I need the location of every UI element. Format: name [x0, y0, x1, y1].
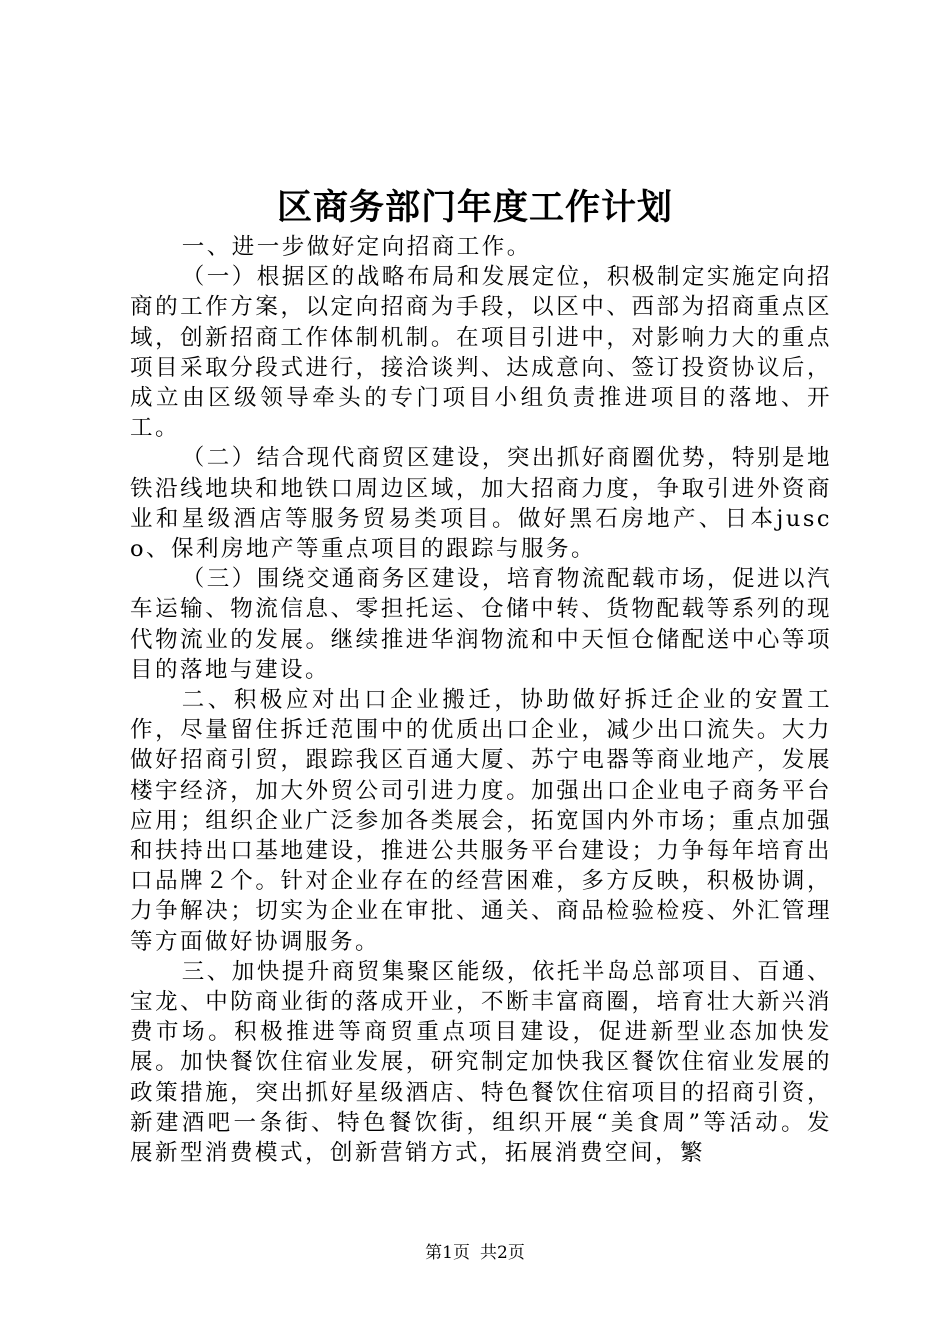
paragraph-item-3: （三）围绕交通商务区建设，培育物流配载市场，促进以汽车运输、物流信息、零担托运、仓储中转、货物配载等系列的现代物流业的发展。继续推进华润物流和中天恒仓储配送中心等项目的落地与建设。 [130, 566, 832, 683]
document-body [130, 232, 832, 1168]
paragraph-item-1: （一）根据区的战略布局和发展定位，积极制定实施定向招商的工作方案，以定向招商为手段，以区中、西部为招商重点区域，创新招商工作体制机制。在项目引进中，对影响力大的重点项目采取分段式进行，接洽谈判、达成意向、签订投资协议后，成立由区级领导牵头的专门项目小组负责推进项目的落地、开工。 [130, 264, 832, 442]
paragraph-section-2: 二、积极应对出口企业搬迁，协助做好拆迁企业的安置工作，尽量留住拆迁范围中的优质出口企业，减少出口流失。大力做好招商引贸，跟踪我区百通大厦、苏宁电器等商业地产，发展楼宇经济，加大外贸公司引进力度。加强出口企业电子商务平台应用；组织企业广泛参加各类展会，拓宽国内外市场；重点加强和扶持出口基地建设，推进公共服务平台建设；力争每年培育出口品牌２个。针对企业存在的经营困难，多方反映，积极协调，力争解决；切实为企业在审批、通关、商品检验检疫、外汇管理等方面做好协调服务。 [130, 687, 832, 955]
section-heading-1: 一、进一步做好定向招商工作。 [181, 234, 532, 260]
paragraph-section-3: 三、加快提升商贸集聚区能级，依托半岛总部项目、百通、宝龙、中防商业街的落成开业，不断丰富商圈，培育壮大新兴消费市场。积极推进等商贸重点项目建设，促进新型业态加快发展。加快餐饮住宿业发展，研究制定加快我区餐饮住宿业发展的政策措施，突出抓好星级酒店、特色餐饮住宿项目的招商引资，新建酒吧一条街、特色餐饮街，组织开展“美食周”等活动。发展新型消费模式，创新营销方式，拓展消费空间，繁 [130, 958, 832, 1167]
page-footer [0, 1241, 950, 1265]
document-title: 区商务部门年度工作计划 [276, 187, 673, 228]
paragraph-item-2: （二）结合现代商贸区建设，突出抓好商圈优势，特别是地铁沿线地块和地铁口周边区域，加大招商力度，争取引进外资商业和星级酒店等服务贸易类项目。做好黑石房地产、日本jusco、保利房地产等重点项目的跟踪与服务。 [130, 445, 832, 563]
page-total: 共2页 [480, 1243, 525, 1263]
page-number: 第1页 [425, 1243, 470, 1263]
